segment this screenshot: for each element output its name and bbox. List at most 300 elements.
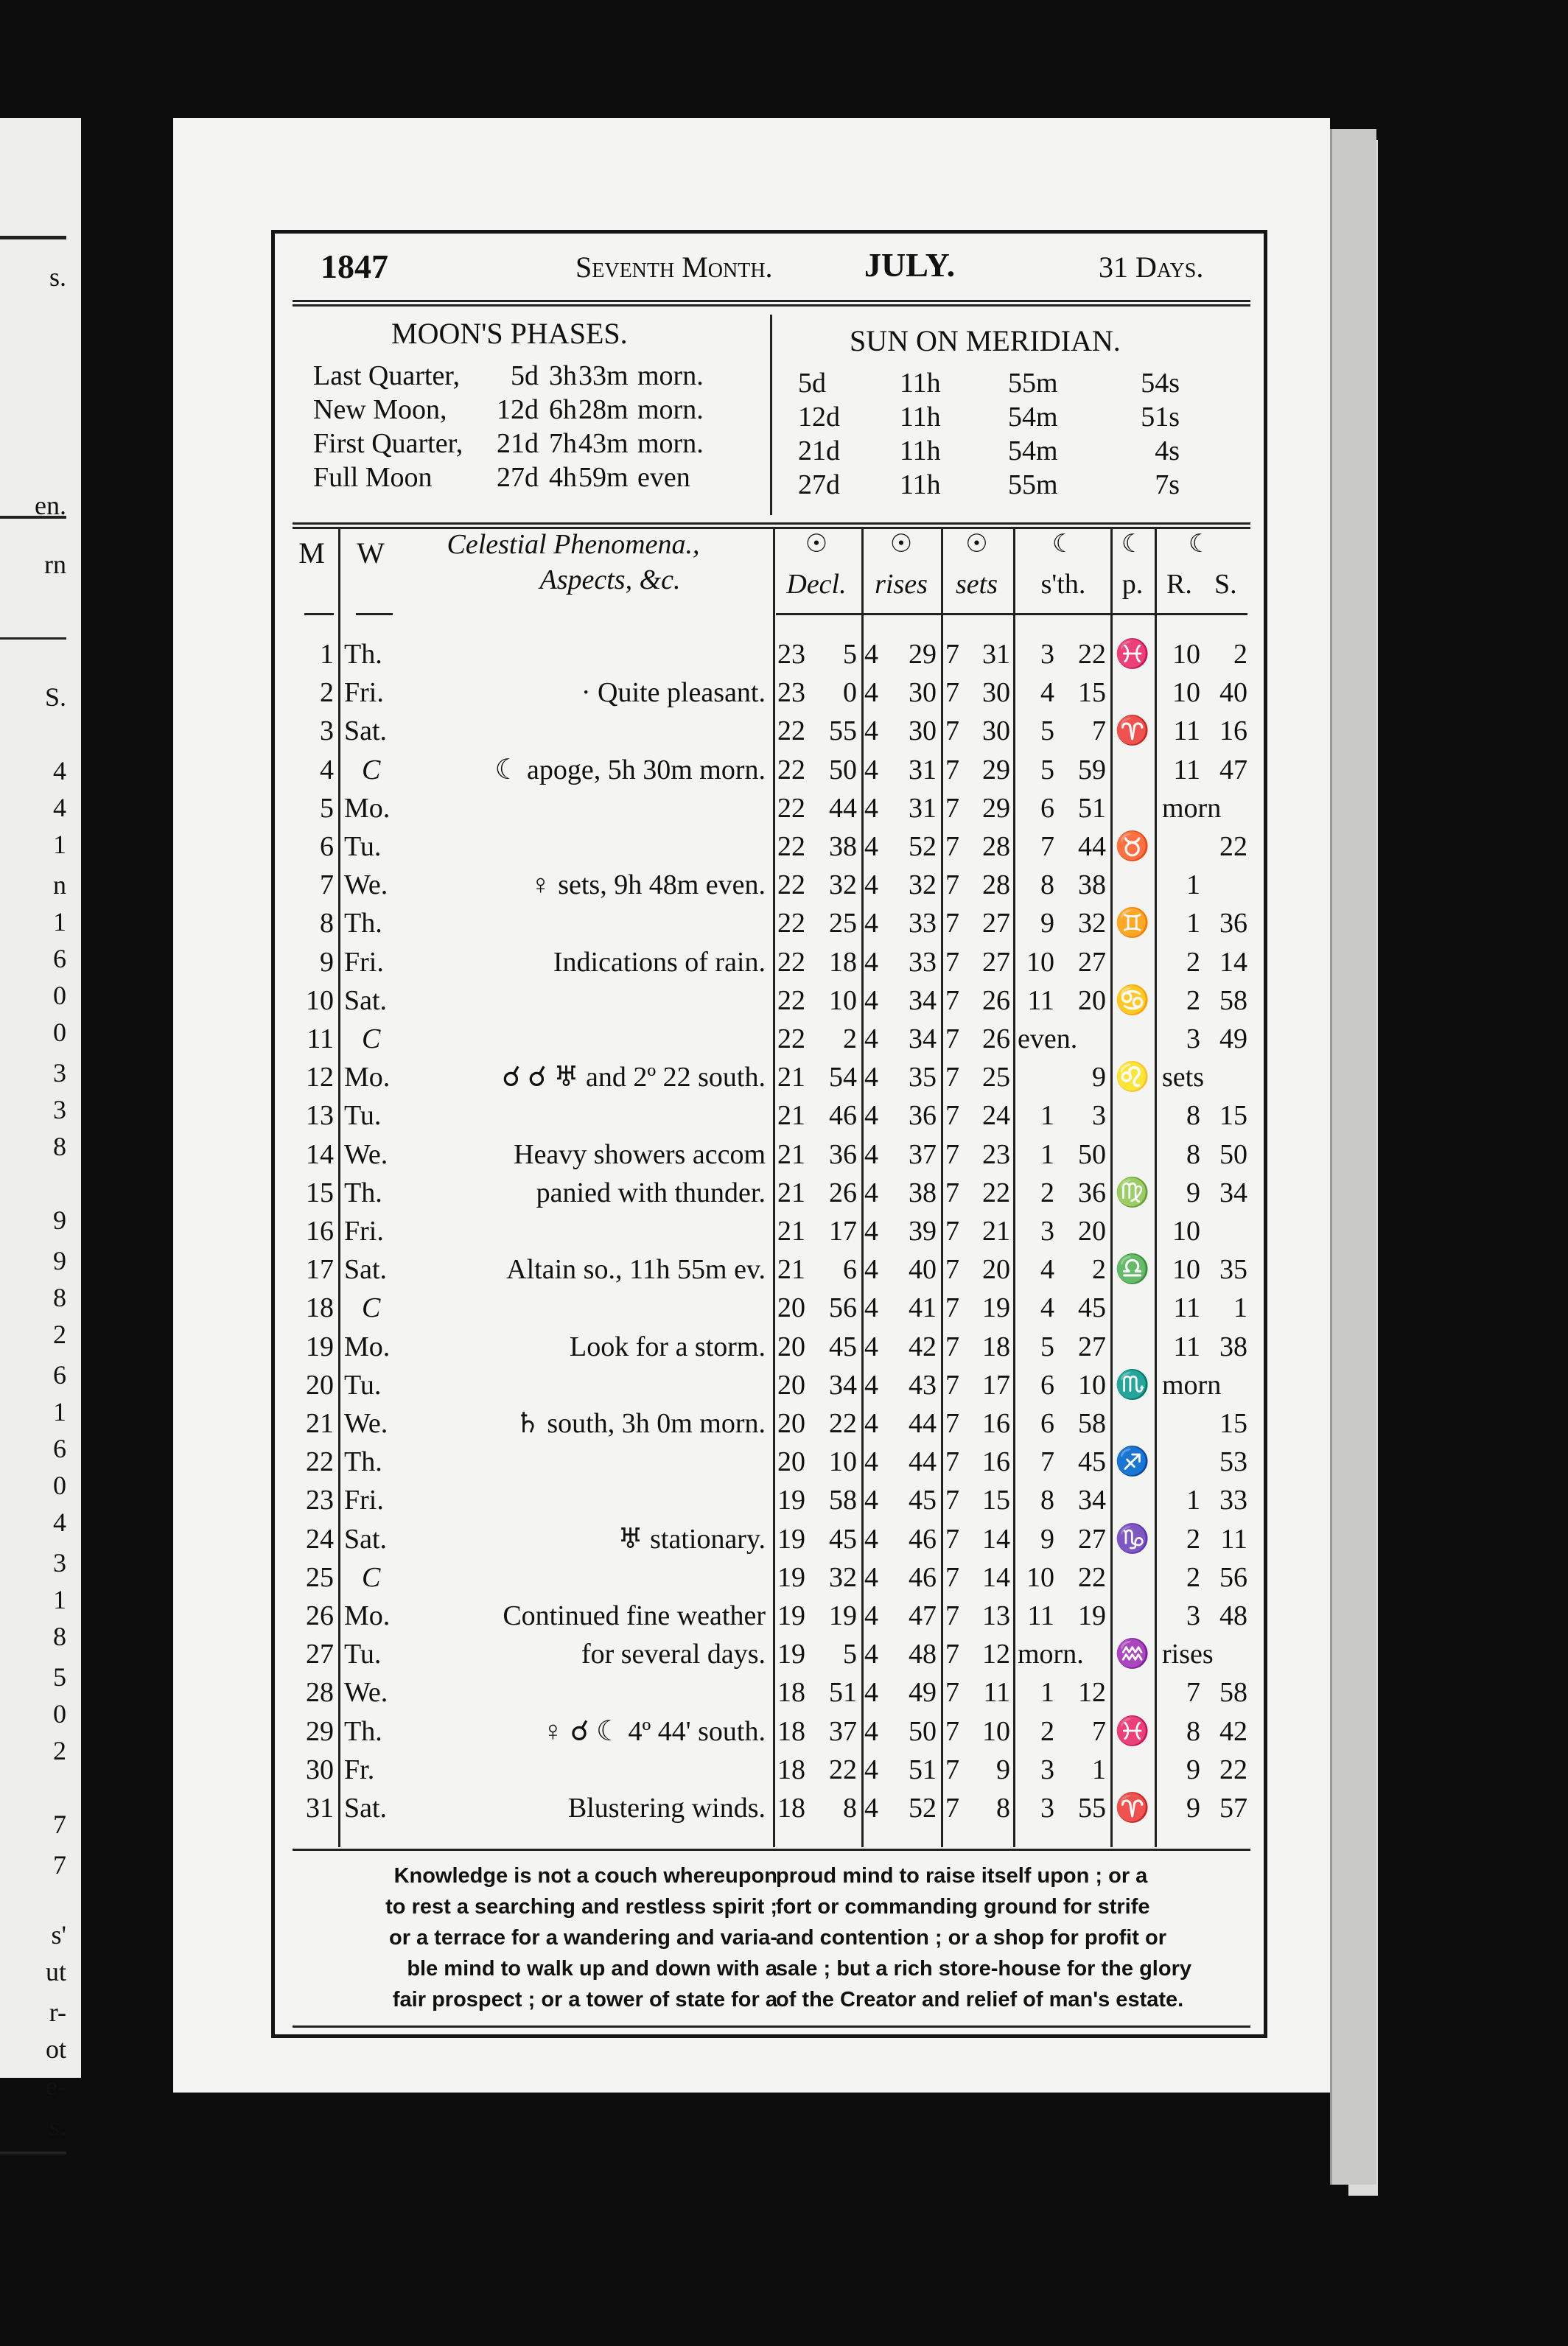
set-min: 26 [982,984,1010,1016]
day-number: 9 [320,946,334,978]
weekday: We. [344,1408,388,1439]
phase-period: morn. [637,394,704,425]
phenomenon: for several days. [581,1639,766,1670]
moon-rise-set-hour: 10 [1172,639,1200,670]
facing-page-char: 2 [53,1320,66,1349]
meridian-day: 12d [798,402,840,433]
set-min: 27 [982,908,1010,939]
moon-sign: ♑ [1115,1523,1150,1555]
set-hour: 7 [945,1793,959,1824]
moon-south-min: 32 [1078,908,1106,939]
decl-deg: 22 [777,869,805,901]
facing-page-char: r- [49,1997,66,2027]
facing-page-char: 4 [53,793,66,822]
weekday: Sat. [344,984,388,1016]
weekday: Th. [344,908,382,939]
moon-rise-set-hour: 11 [1173,754,1200,785]
moon-rise-set-word: rises [1162,1639,1214,1670]
moon-rise-set-hour: 11 [1173,715,1200,747]
meridian-minute: 54m [1008,402,1058,433]
month-label: Seventh Month. [575,251,773,284]
rise-hour: 4 [864,1523,878,1555]
weekday: Mo. [344,1600,391,1631]
moon-icon: ☾ [1188,531,1211,558]
decl-min: 58 [829,1485,857,1516]
moon-south-hour: 4 [1040,1292,1054,1324]
quote-right-line: fort or commanding ground for strife [776,1895,1150,1919]
set-hour: 7 [945,1369,959,1401]
year: 1847 [321,248,388,285]
phase-minute: 59m [578,462,629,493]
phenomenon: Blustering winds. [567,1793,766,1824]
day-number: 16 [306,1216,334,1247]
phase-day: 21d [497,428,539,459]
rise-min: 44 [909,1446,937,1478]
facing-page-char: 0 [53,1699,66,1729]
day-number: 1 [320,639,334,670]
set-min: 12 [982,1639,1010,1670]
set-hour: 7 [945,1485,959,1516]
month-name: JULY. [864,246,956,284]
day-number: 27 [306,1639,334,1670]
set-min: 23 [982,1138,1010,1170]
rise-hour: 4 [864,1408,878,1439]
facing-page-char: 3 [53,1095,66,1124]
decl-min: 8 [843,1793,857,1824]
day-number: 11 [307,1023,334,1054]
rise-hour: 4 [864,1177,878,1208]
decl-min: 18 [829,946,857,978]
moon-rise-set-hour: 8 [1186,1138,1200,1170]
day-number: 25 [306,1561,334,1593]
rise-min: 31 [909,754,937,785]
quote-left-line: to rest a searching and restless spirit ; [385,1895,777,1919]
quote-left-line: or a terrace for a wandering and varia- [388,1926,777,1950]
day-number: 22 [306,1446,334,1478]
moon-icon: ☾ [1121,531,1144,558]
decl-min: 38 [829,831,857,862]
set-hour: 7 [945,715,959,747]
decl-min: 32 [829,1561,857,1593]
set-min: 18 [982,1331,1010,1362]
weekday: Tu. [344,1100,382,1132]
moon-south-min: 22 [1078,639,1106,670]
rise-hour: 4 [864,1138,878,1170]
moon-rise-set-min: 22 [1219,831,1247,862]
moon-south-min: 10 [1078,1369,1106,1401]
day-number: 6 [320,831,334,862]
moon-rise-set-min: 48 [1219,1600,1247,1631]
day-number: 20 [306,1369,334,1401]
rise-hour: 4 [864,1023,878,1054]
weekday: Sat. [344,1793,388,1824]
moon-south-hour: 6 [1040,1369,1054,1401]
decl-deg: 21 [777,1216,805,1247]
rise-min: 33 [909,908,937,939]
moon-rise-set-min: 22 [1219,1754,1247,1785]
moon-rise-set-hour: 1 [1186,1485,1200,1516]
col-rs-r: R. [1166,569,1192,600]
weekday: Mo. [344,1062,391,1093]
decl-min: 46 [829,1100,857,1132]
moon-south-min: 1 [1092,1754,1106,1785]
moon-sign: ♒ [1115,1639,1150,1670]
rise-min: 38 [909,1177,937,1208]
facing-page-char: 3 [53,1548,66,1578]
set-min: 15 [982,1485,1010,1516]
phenomenon: Indications of rain. [553,946,766,978]
moon-south-hour: 2 [1040,1715,1054,1747]
rise-min: 50 [909,1715,937,1747]
moon-south-min: 50 [1078,1138,1106,1170]
moon-south-min: 20 [1078,984,1106,1016]
set-hour: 7 [945,1177,959,1208]
rise-hour: 4 [864,792,878,824]
decl-min: 25 [829,908,857,939]
day-number: 3 [320,715,334,747]
phenomenon: ♅ stationary. [617,1523,766,1555]
moon-rise-set-hour: 8 [1186,1715,1200,1747]
moon-south-hour: 3 [1040,1793,1054,1824]
moon-icon: ☾ [1051,531,1075,558]
moon-south-min: 45 [1078,1292,1106,1324]
day-number: 2 [320,677,334,709]
rise-min: 35 [909,1062,937,1093]
set-hour: 7 [945,1754,959,1785]
weekday: Th. [344,639,382,670]
meridian-hour: 11h [900,402,941,433]
facing-page-char: 8 [53,1622,66,1651]
moon-rise-set-min: 36 [1219,908,1247,939]
rise-hour: 4 [864,715,878,747]
weekday: Th. [344,1446,382,1478]
quote-left-line: ble mind to walk up and down with a [407,1957,777,1981]
rise-hour: 4 [864,831,878,862]
phase-day: 27d [497,462,539,493]
decl-deg: 23 [777,677,805,709]
set-hour: 7 [945,1446,959,1478]
phenomenon: ♀ sets, 9h 48m even. [530,869,766,901]
moon-rise-set-hour: 11 [1173,1292,1200,1324]
moon-rise-set-hour: 7 [1186,1677,1200,1709]
meridian-hour: 11h [900,469,941,500]
rise-hour: 4 [864,1677,878,1709]
moon-south-hour: 4 [1040,1254,1054,1286]
decl-min: 6 [843,1254,857,1286]
phase-name: First Quarter, [313,428,463,459]
rise-min: 32 [909,869,937,901]
sun-icon: ☉ [805,531,828,558]
col-phenomena-line1: Celestial Phenomena., [447,529,700,560]
moon-rise-set-min: 53 [1219,1446,1247,1478]
weekday: C [362,1561,381,1593]
decl-min: 22 [829,1408,857,1439]
rise-hour: 4 [864,754,878,785]
rise-hour: 4 [864,1062,878,1093]
facing-page-char: n [53,870,66,900]
facing-page-char: en. [35,491,66,520]
rise-min: 34 [909,984,937,1016]
rise-hour: 4 [864,1216,878,1247]
decl-deg: 19 [777,1600,805,1631]
phenomenon: Continued fine weather [503,1600,766,1631]
moon-rise-set-min: 58 [1219,1677,1247,1709]
facing-page-char: 1 [53,907,66,936]
facing-page-char: 9 [53,1246,66,1275]
weekday: C [362,1023,381,1054]
decl-min: 55 [829,715,857,747]
rise-min: 44 [909,1408,937,1439]
set-hour: 7 [945,1677,959,1709]
rise-hour: 4 [864,1254,878,1286]
decl-deg: 19 [777,1485,805,1516]
phenomenon: ♄ south, 3h 0m morn. [514,1408,766,1439]
facing-page-char: 4 [53,1508,66,1537]
rise-hour: 4 [864,1369,878,1401]
decl-min: 19 [829,1600,857,1631]
col-w: W [357,536,385,570]
moon-south-min: 38 [1078,869,1106,901]
moon-sign: ♊ [1115,908,1150,939]
moon-south-min: 59 [1078,754,1106,785]
rise-hour: 4 [864,639,878,670]
moon-south-min: 15 [1078,677,1106,709]
facing-page-char: 1 [53,1585,66,1614]
weekday: Th. [344,1715,382,1747]
moon-south-hour: 7 [1040,1446,1054,1478]
day-number: 17 [306,1254,334,1286]
rise-min: 30 [909,677,937,709]
moon-rise-set-min: 56 [1219,1561,1247,1593]
decl-min: 0 [843,677,857,709]
phenomenon: Look for a storm. [570,1331,766,1362]
rise-hour: 4 [864,1639,878,1670]
set-hour: 7 [945,908,959,939]
moon-south-hour: 3 [1040,639,1054,670]
moon-rise-set-min: 58 [1219,984,1247,1016]
decl-deg: 21 [777,1254,805,1286]
facing-page-char: 6 [53,1434,66,1463]
moon-phases-title: MOON'S PHASES. [391,317,628,350]
decl-min: 37 [829,1715,857,1747]
moon-rise-set-min: 15 [1219,1408,1247,1439]
set-min: 27 [982,946,1010,978]
weekday: Tu. [344,1639,382,1670]
weekday: Fr. [344,1754,375,1785]
rise-min: 46 [909,1561,937,1593]
decl-min: 56 [829,1292,857,1324]
rise-min: 36 [909,1100,937,1132]
moon-rise-set-hour: 3 [1186,1023,1200,1054]
moon-south-min: 34 [1078,1485,1106,1516]
rise-min: 39 [909,1216,937,1247]
weekday: We. [344,1677,388,1709]
rise-hour: 4 [864,1446,878,1478]
quote-right-line: and contention ; or a shop for profit or [776,1926,1167,1950]
rise-min: 40 [909,1254,937,1286]
decl-deg: 18 [777,1793,805,1824]
moon-south-hour: 11 [1027,984,1054,1016]
set-hour: 7 [945,1292,959,1324]
facing-page-char: s' [51,1920,66,1950]
set-hour: 7 [945,1523,959,1555]
decl-min: 32 [829,869,857,901]
moon-south-hour: 5 [1040,1331,1054,1362]
moon-south-min: 12 [1078,1677,1106,1709]
rise-hour: 4 [864,1561,878,1593]
rise-hour: 4 [864,984,878,1016]
set-min: 8 [996,1793,1010,1824]
moon-rise-set-min: 34 [1219,1177,1247,1208]
decl-deg: 23 [777,639,805,670]
day-count: 31 Days. [1099,251,1204,284]
weekday: Sat. [344,1254,388,1286]
rise-min: 48 [909,1639,937,1670]
day-number: 5 [320,792,334,824]
meridian-minute: 55m [1008,368,1058,399]
moon-sign: ♈ [1115,715,1150,747]
rise-min: 37 [909,1138,937,1170]
rise-min: 51 [909,1754,937,1785]
moon-south-hour: 11 [1027,1600,1054,1631]
weekday: Sat. [344,715,388,747]
set-min: 14 [982,1523,1010,1555]
set-hour: 7 [945,1062,959,1093]
set-min: 13 [982,1600,1010,1631]
day-number: 26 [306,1600,334,1631]
moon-sign: ♌ [1115,1062,1150,1093]
meridian-hour: 11h [900,435,941,466]
moon-sign: ♏ [1115,1369,1150,1401]
moon-rise-set-min: 33 [1219,1485,1247,1516]
moon-rise-set-hour: 1 [1186,908,1200,939]
moon-rise-set-hour: 9 [1186,1177,1200,1208]
day-number: 28 [306,1677,334,1709]
phenomenon: ♀ ☌ ☾ 4º 44' south. [542,1715,766,1747]
rise-min: 43 [909,1369,937,1401]
sun-meridian-title: SUN ON MERIDIAN. [850,324,1121,357]
moon-rise-set-hour: 3 [1186,1600,1200,1631]
set-min: 24 [982,1100,1010,1132]
decl-deg: 22 [777,1023,805,1054]
moon-south-hour: 8 [1040,869,1054,901]
day-number: 31 [306,1793,334,1824]
moon-rise-set-word: morn [1162,1369,1222,1401]
moon-south-min: 19 [1078,1600,1106,1631]
col-sets: sets [956,569,998,600]
moon-south-hour: 3 [1040,1216,1054,1247]
col-place: p. [1121,569,1144,600]
facing-page-char: ut [45,1957,66,1986]
quote-right-line: proud mind to raise itself upon ; or a [776,1864,1148,1888]
weekday: Mo. [344,1331,391,1362]
weekday: Fri. [344,1216,384,1247]
col-phenomena-line2: Aspects, &c. [539,564,681,595]
moon-south-min: 20 [1078,1216,1106,1247]
day-number: 15 [306,1177,334,1208]
moon-south-hour: 2 [1040,1177,1054,1208]
phase-name: Last Quarter, [313,360,460,391]
facing-page-char: 5 [53,1662,66,1692]
decl-deg: 20 [777,1292,805,1324]
moon-south-hour: 1 [1040,1138,1054,1170]
facing-page-char: 9 [53,1205,66,1235]
decl-deg: 22 [777,715,805,747]
moon-rise-set-min: 50 [1219,1138,1247,1170]
moon-south-hour: 6 [1040,1408,1054,1439]
set-hour: 7 [945,1216,959,1247]
day-number: 4 [320,754,334,785]
moon-rise-set-min: 11 [1220,1523,1247,1555]
moon-rise-set-word: sets [1162,1062,1204,1093]
set-min: 16 [982,1446,1010,1478]
set-min: 9 [996,1754,1010,1785]
phenomenon: panied with thunder. [536,1177,766,1208]
rise-min: 33 [909,946,937,978]
decl-min: 2 [843,1023,857,1054]
moon-south-min: 22 [1078,1561,1106,1593]
facing-page-char: e- [46,2071,66,2101]
decl-min: 10 [829,1446,857,1478]
facing-page-char: rn [44,550,66,579]
set-hour: 7 [945,1023,959,1054]
decl-deg: 20 [777,1446,805,1478]
moon-sign: ♓ [1115,639,1150,670]
set-min: 20 [982,1254,1010,1286]
moon-rise-set-min: 16 [1219,715,1247,747]
weekday: We. [344,869,388,901]
moon-south-min: 27 [1078,1331,1106,1362]
moon-south-hour: 5 [1040,754,1054,785]
set-min: 16 [982,1408,1010,1439]
set-hour: 7 [945,946,959,978]
col-rises: rises [875,569,928,600]
facing-page-fragment [0,118,81,2141]
weekday: C [362,1292,381,1324]
sun-icon: ☉ [965,531,988,558]
facing-page-char: 1 [53,830,66,859]
moon-rise-set-min: 47 [1219,754,1247,785]
day-number: 7 [320,869,334,901]
facing-page-char: 6 [53,944,66,973]
moon-south-hour: 5 [1040,715,1054,747]
set-min: 26 [982,1023,1010,1054]
day-number: 18 [306,1292,334,1324]
set-hour: 7 [945,831,959,862]
moon-rise-set-min: 40 [1219,677,1247,709]
day-number: 10 [306,984,334,1016]
decl-min: 45 [829,1331,857,1362]
rise-hour: 4 [864,869,878,901]
moon-rise-set-min: 57 [1219,1793,1247,1824]
set-min: 31 [982,639,1010,670]
rise-min: 46 [909,1523,937,1555]
moon-south-hour: 6 [1040,792,1054,824]
rise-min: 30 [909,715,937,747]
moon-rise-set-min: 14 [1219,946,1247,978]
set-hour: 7 [945,984,959,1016]
facing-page-char: 0 [53,1471,66,1500]
rise-hour: 4 [864,1292,878,1324]
decl-deg: 21 [777,1100,805,1132]
moon-south-min: 9 [1092,1062,1106,1093]
moon-rise-set-hour: 10 [1172,1254,1200,1286]
set-min: 10 [982,1715,1010,1747]
decl-min: 44 [829,792,857,824]
set-min: 29 [982,792,1010,824]
phase-minute: 33m [578,360,629,391]
decl-min: 45 [829,1523,857,1555]
